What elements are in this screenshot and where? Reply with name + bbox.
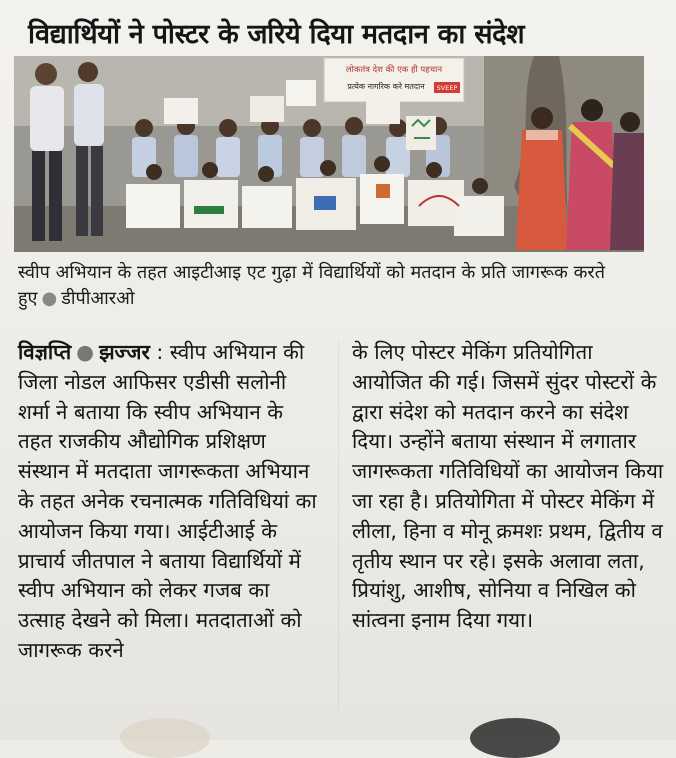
banner-line-2: प्रत्येक नागरिक करे मतदान bbox=[347, 82, 425, 91]
article-column-right bbox=[352, 338, 668, 636]
photo-illustration bbox=[14, 56, 644, 252]
caption-credit: डीपीआरओ bbox=[61, 288, 135, 309]
photo-caption bbox=[18, 260, 658, 312]
article-text-right: के लिए पोस्टर मेकिंग प्रतियोगिता आयोजित की गई। जिसमें सुंदर पोस्टरों के द्वारा संदेश को मतदान करने का संदेश दिया। उन्होंने बताया संस्थान में लगातार जागरूकता गतिविधियों का आयोजन किया जा रहा है। प्रतियोगिता में पोस्टर मेकिंग में लीला, हिना व मोनू क्रमशः प्रथम, द्वितीय व तृतीय स्थान पर रहे। इसके अलावा लता, प्रियांशु, आशीष, सोनिया व निखिल को सांत्वना इनाम दिया गया। bbox=[352, 340, 664, 633]
caption-bullet: ● bbox=[41, 288, 58, 309]
dateline-place: झज्जर bbox=[99, 340, 150, 364]
article-paragraph-left bbox=[18, 338, 318, 666]
article-text-left: : स्वीप अभियान की जिला नोडल आफिसर एडीसी सलोनी शर्मा ने बताया कि स्वीप अभियान के तहत राजकीय औद्योगिक प्रशिक्षण संस्थान में मतदाता जागरूकता अभियान के तहत अनेक रचनात्मक गतिविधियां का आयोजन किया गया। आईटीआई के प्राचार्य जीतपाल ने बताया विद्यार्थियों में स्वीप अभियान को लेकर गजब का उत्साह देखने को मिला। मतदाताओं को जागरूक करने bbox=[18, 340, 317, 662]
edge-artifact-left bbox=[120, 718, 210, 758]
banner-badge: SVEEP bbox=[436, 84, 458, 92]
column-divider bbox=[338, 340, 339, 710]
news-photo bbox=[14, 56, 644, 252]
edge-artifact-right bbox=[470, 718, 560, 758]
dateline-bullet: ● bbox=[76, 340, 95, 364]
dateline: विज्ञप्ति bbox=[18, 340, 72, 364]
caption-text: स्वीप अभियान के तहत आइटीआइ एट गुढ़ा में विद्यार्थियों को मतदान के प्रति जागरूक करते हुए bbox=[18, 262, 606, 309]
article-column-left bbox=[18, 338, 318, 666]
banner-line-1: लोकतंत्र देश की एक ही पहचान bbox=[345, 65, 443, 75]
headline: विद्यार्थियों ने पोस्टर के जरिये दिया मतदान का संदेश bbox=[28, 19, 525, 50]
